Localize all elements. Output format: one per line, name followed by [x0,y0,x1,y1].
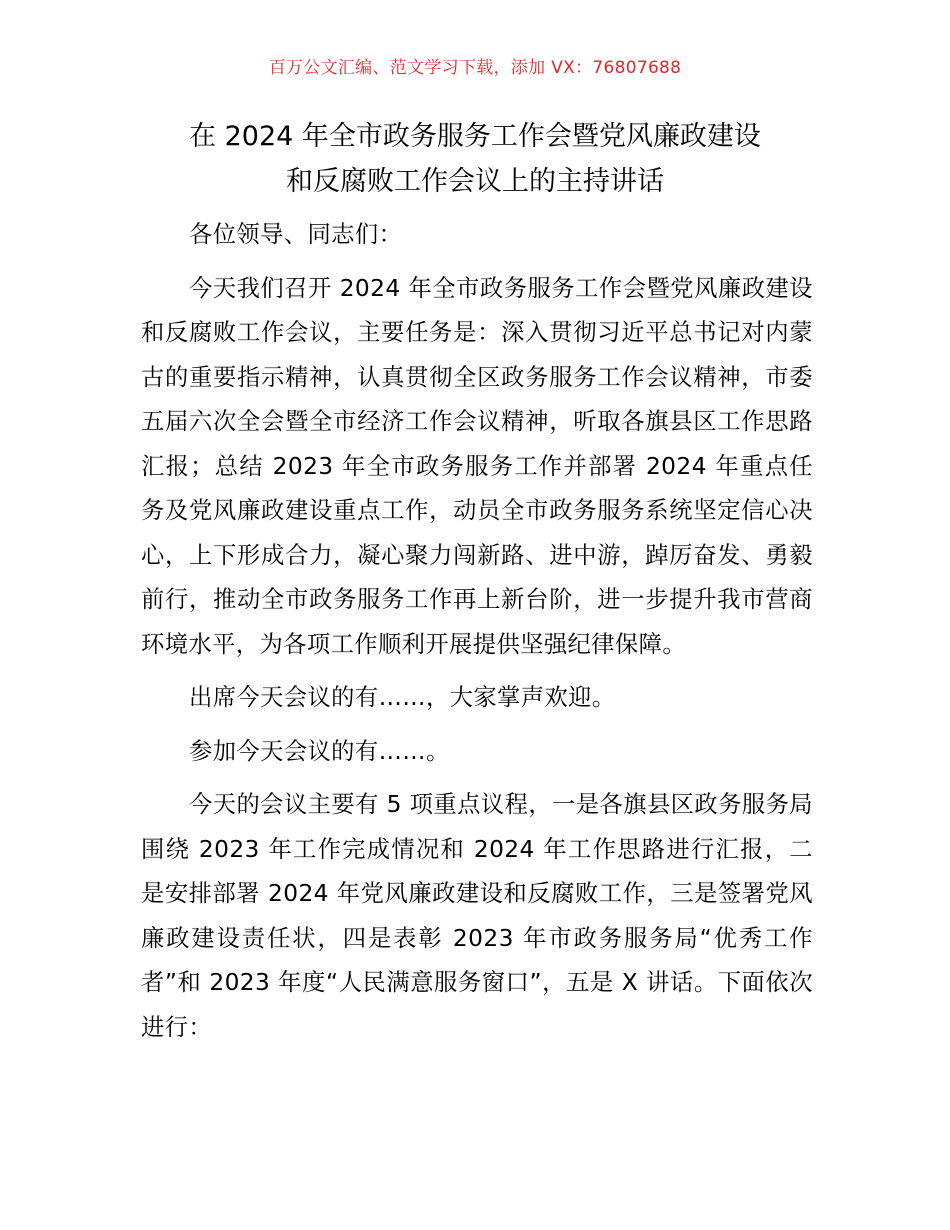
paragraph-agenda: 今天的会议主要有 5 项重点议程，一是各旗县区政务服务局围绕 2023 年工作完成情况和 2024 年工作思路进行汇报，二是安排部署 2024 年党风廉政建设和反腐败工作，三是签署党风廉政建设责任状，四是表彰 2023 年市政务服务局“优秀工作者”和 2023 年度“人民满意服务窗口”，五是 X 讲话。下面依次进行： [141,791,813,1041]
paragraph-meeting-purpose: 今天我们召开 2024 年全市政务服务工作会暨党风廉政建设和反腐败工作会议，主要任务是：深入贯彻习近平总书记对内蒙古的重要指示精神，认真贯彻全区政务服务工作会议精神，市委五届六次全会暨全市经济工作会议精神，听取各旗县区工作思路汇报；总结 2023 年全市政务服务工作并部署 2024 年重点任务及党风廉政建设重点工作，动员全市政务服务系统坚定信心决心，上下形成合力，凝心聚力闯新路、进中游，踔厉奋发、勇毅前行，推动全市政务服务工作再上新台阶，进一步提升我市营商环境水平，为各项工作顺利开展提供坚强纪律保障。 [141,274,813,658]
title-line-1: 在 2024 年全市政务服务工作会暨党风廉政建设 [189,121,761,152]
greeting: 各位领导、同志们： [189,221,403,248]
document-body [141,213,813,1059]
title-line-2: 和反腐败工作会议上的主持讲话 [286,166,664,197]
watermark-header: 百万公文汇编、范文学习下载，添加 VX：76807688 [268,58,682,78]
paragraph-attendees: 出席今天会议的有……，大家掌声欢迎。 [189,684,616,711]
document-title [110,114,840,204]
paragraph-participants: 参加今天会议的有……。 [189,737,450,765]
